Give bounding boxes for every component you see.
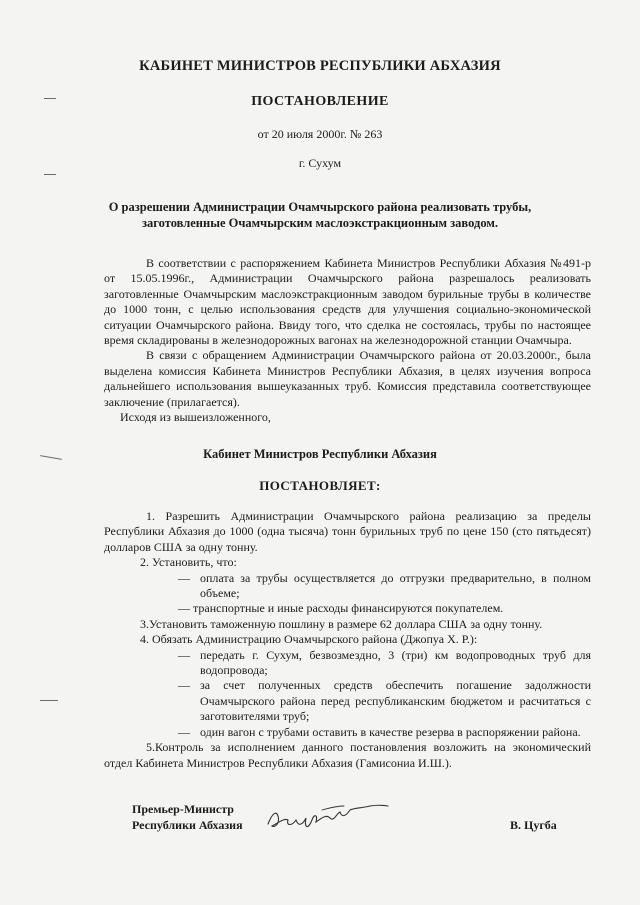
signatory-title [132, 801, 243, 833]
preamble-paragraph: В соответствии с распоряжением Кабинета Министров Республики Абхазия №491-р от 15.05.1996г., Администрации Очамчырского района разрешалось реализовать заготовленные Очамчырским маслоэкстракционным заводом бурильные трубы в количестве до 1000 тонн, с целью использования средств для улучшения социально-экономической ситуации Очамчырского района. Ввиду того, что сделка не состоялась, трубы по настоящее время складированы в железнодорожных вагонах на железнодорожной станции Очамчыра. [104, 256, 591, 348]
item-4: 4. Обязать Администрацию Очамчырского района (Джопуа Х. Р.): [140, 632, 478, 647]
item-2-sub-a-text: оплата за трубы осуществляется до отгрузки предварительно, в полном объеме; [200, 570, 591, 601]
dash-marker: — [178, 678, 190, 693]
item-3: 3.Установить таможенную пошлину в размере 62 доллара США за одну тонну. [140, 616, 543, 631]
document-type: ПОСТАНОВЛЕНИЕ [251, 94, 389, 109]
item-4-sub-a-text: передать г. Сухум, безвозмездно, 3 (три) км водопроводных труб для водопровода; [200, 647, 591, 678]
item-5: 5.Контроль за исполнением данного постановления возложить на экономический отдел Кабинета Министров Республики Абхазия (Гамисониа И.Ш.). [104, 740, 591, 770]
item-4-sub-b [178, 678, 591, 724]
resolution-body: Кабинет Министров Республики Абхазия [203, 447, 437, 461]
preamble [104, 256, 591, 425]
resolution-verb: ПОСТАНОВЛЯЕТ: [259, 478, 381, 493]
item-1: 1. Разрешить Администрации Очамчырского района реализацию за пределы Республики Абхазия до 1000 (одна тысяча) тонн бурильных труб по цене 150 (сто пятьдесят) долларов США за одну тонну. [104, 509, 591, 554]
margin-mark [40, 700, 58, 701]
item-2-sub-b: — транспортные и иные расходы финансируются покупателем. [178, 601, 504, 616]
signatory-name: В. Цугба [510, 818, 557, 832]
preamble-paragraph: В связи с обращением Администрации Очамчырского района от 20.03.2000г., была выделена комиссия Кабинета Министров Республики Абхазия, в целях изучения вопроса дальнейшего использования вышеуказанных труб. Комиссия представила соответствующее заключение (прилагается). [104, 348, 591, 409]
item-2-sub-a [178, 571, 591, 602]
signatory-title-line: Республики Абхазия [132, 818, 243, 832]
item-4-sub-a [178, 648, 591, 679]
organization-title: КАБИНЕТ МИНИСТРОВ РЕСПУБЛИКИ АБХАЗИЯ [139, 58, 501, 74]
resolution-items [104, 509, 591, 771]
document-subject [0, 199, 640, 231]
item-4-sub-b-text: за счет полученных средств обеспечить погашение задолжности Очамчырского района перед республиканским бюджетом и расчитаться с заготовителями труб; [200, 678, 591, 724]
margin-mark [44, 174, 56, 175]
handwritten-signature [262, 796, 392, 838]
dash-marker: — [178, 647, 190, 662]
subject-line: заготовленные Очамчырским маслоэкстракционным заводом. [142, 216, 498, 230]
item-4-sub-c-text: один вагон с трубами оставить в качестве резерва в распоряжении района. [200, 724, 581, 739]
city: г. Сухум [298, 156, 342, 170]
dash-marker: — [178, 570, 190, 585]
subject-line: О разрешении Администрации Очамчырского района реализовать трубы, [108, 200, 532, 214]
dash-marker: — [178, 724, 190, 739]
preamble-paragraph: Исходя из вышеизложенного, [120, 410, 271, 425]
signatory-title-line: Премьер-Министр [132, 802, 234, 816]
item-4-sub-c [178, 725, 591, 740]
item-2: 2. Установить, что: [140, 555, 237, 570]
date-number: от 20 июля 2000г. № 263 [257, 127, 383, 141]
